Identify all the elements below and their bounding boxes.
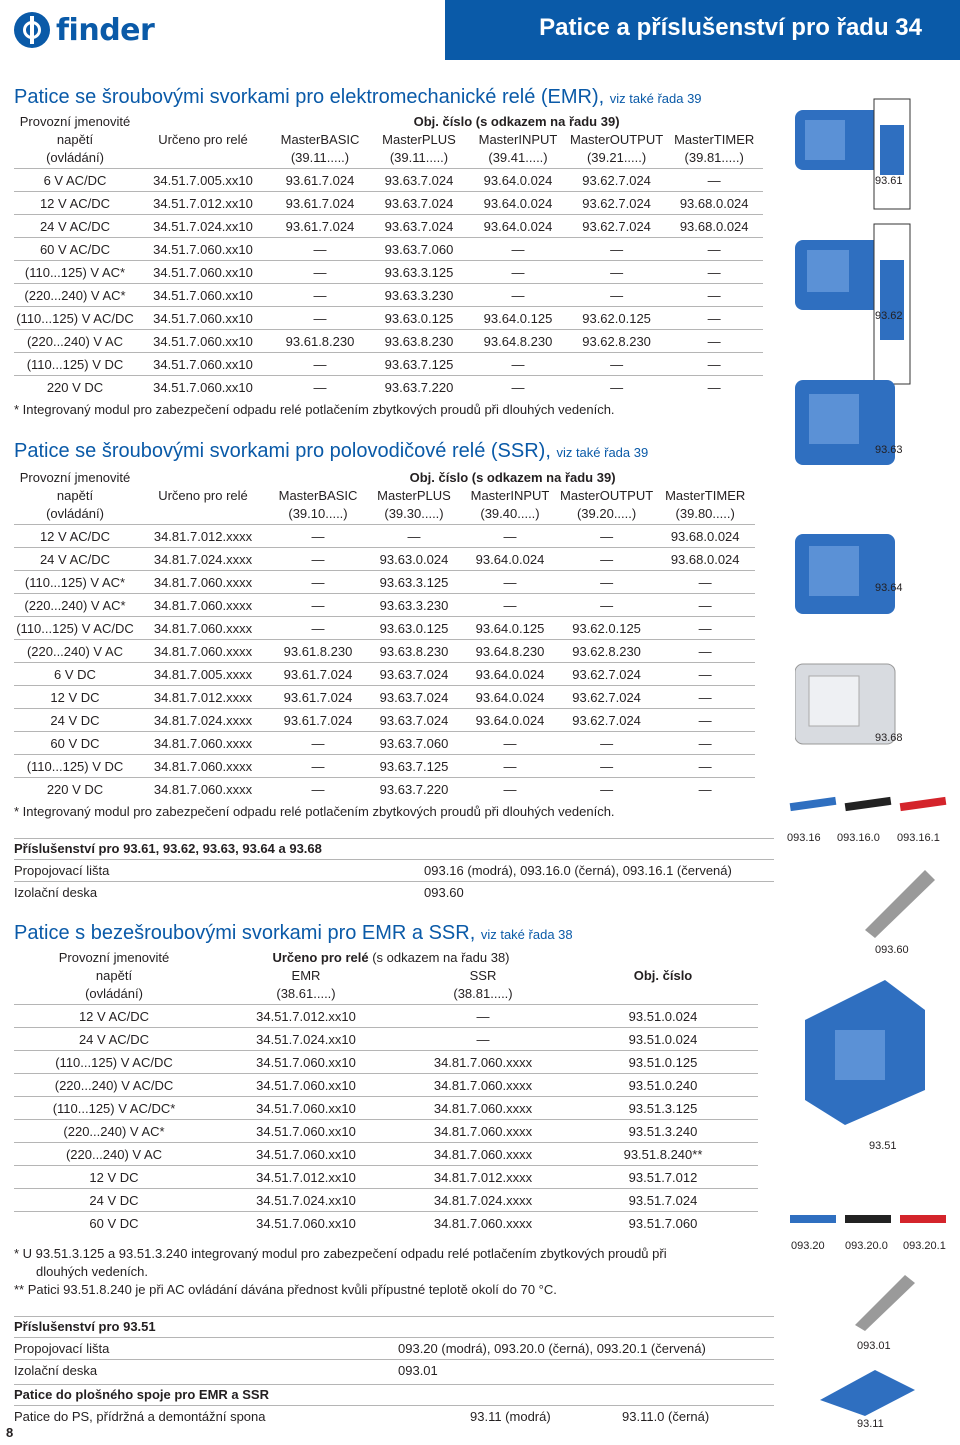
code-cell: 93.63.7.060 [366,732,462,755]
code-cell: 93.68.0.024 [665,192,763,215]
code-cell: 93.64.0.024 [462,663,558,686]
code-cell: — [270,307,370,330]
code-cell: 93.64.8.230 [462,640,558,663]
code-cell: — [270,571,366,594]
table-row [14,192,763,215]
code-cell: 93.63.7.024 [366,709,462,732]
code-cell: — [270,732,366,755]
code-cell: — [665,330,763,353]
code-cell: 34.81.7.060.xxxx [398,1074,568,1097]
code-cell: 93.51.0.024 [568,1005,758,1028]
code-cell: — [270,238,370,261]
code-cell: 93.61.8.230 [270,330,370,353]
page-header [0,0,960,60]
code-cell: — [462,755,558,778]
voltage-cell: (110...125) V AC/DC [14,617,136,640]
code-cell: 34.51.7.024.xx10 [214,1189,398,1212]
code-cell: 93.63.0.024 [366,548,462,571]
code-cell: — [270,376,370,399]
insulating-plate-093-60-image [855,860,945,940]
code-cell: — [665,238,763,261]
code-cell: — [568,238,665,261]
code-cell: — [270,261,370,284]
code-cell: — [558,594,655,617]
code-cell: 34.81.7.012.xxxx [136,525,270,548]
code-cell: — [655,571,755,594]
label-093-16: 093.16 [787,832,821,844]
list-item: Patice do PS, přídržná a demontážní spona 93.11 (modrá) 93.11.0 (černá) [14,1405,774,1427]
voltage-cell: (110...125) V AC/DC [14,307,136,330]
code-cell: 93.61.7.024 [270,663,366,686]
table-row [14,571,755,594]
socket-93-51-image [795,960,945,1130]
label-93-63: 93.63 [875,444,903,456]
table-row [14,238,763,261]
code-cell: 93.64.0.125 [468,307,568,330]
label-93-61: 93.61 [875,175,903,187]
code-cell: 93.63.7.125 [370,353,468,376]
table-row [14,1166,758,1189]
code-cell: — [655,640,755,663]
code-cell: — [270,525,366,548]
code-cell: — [270,617,366,640]
code-cell: 93.62.7.024 [558,709,655,732]
voltage-cell: (220...240) V AC* [14,594,136,617]
table-row [14,1120,758,1143]
table-row [14,284,763,307]
code-cell: 93.64.8.230 [468,330,568,353]
label-093-20-0: 093.20.0 [845,1240,888,1252]
code-cell: — [665,376,763,399]
finder-logo [14,10,154,50]
code-cell: 34.81.7.060.xxxx [136,755,270,778]
code-cell: — [655,732,755,755]
voltage-cell: 12 V DC [14,1166,214,1189]
code-cell: 93.63.7.024 [370,192,468,215]
brand-name: finder [56,12,155,48]
code-cell: 93.51.0.125 [568,1051,758,1074]
table-row [14,1028,758,1051]
voltage-cell: 24 V AC/DC [14,1028,214,1051]
code-cell: 93.51.0.240 [568,1074,758,1097]
code-cell: 34.81.7.060.xxxx [398,1051,568,1074]
code-cell: — [462,778,558,801]
table-row [14,617,755,640]
code-cell: — [655,617,755,640]
code-cell: 93.62.7.024 [568,215,665,238]
code-cell: 93.63.7.024 [370,215,468,238]
voltage-cell: 60 V DC [14,1212,214,1235]
code-cell: — [558,548,655,571]
code-cell: — [655,686,755,709]
code-cell: 93.51.0.024 [568,1028,758,1051]
code-cell: 93.62.7.024 [568,169,665,192]
code-cell: 93.51.3.240 [568,1120,758,1143]
voltage-cell: 220 V DC [14,778,136,801]
code-cell: — [398,1005,568,1028]
code-cell: — [270,353,370,376]
code-cell: 34.51.7.060.xx10 [136,284,270,307]
code-cell: 93.62.8.230 [558,640,655,663]
code-cell: — [558,571,655,594]
code-cell: 93.68.0.024 [655,525,755,548]
code-cell: 34.81.7.060.xxxx [136,732,270,755]
voltage-cell: (220...240) V AC [14,640,136,663]
list-item: Propojovací lišta 093.20 (modrá), 093.20.0 (černá), 093.20.1 (červená) [14,1337,774,1359]
code-cell: — [558,755,655,778]
ssr-table: Provozní jmenovité Obj. číslo (s odkazem na řadu 39) napětí Určeno pro relé MasterBASIC MasterPLUS MasterINPUT MasterOUTPUT MasterTIMER (ovládání) (39.10.....) (39.30.....) (39.40.....) (39.20.....) (39.80.....) 12 V AC/DC 34.81.7.012.xxxx — — — — 93.68.0.024 24 V AC/DC 34.81.7.024.xxxx — 93.63.0.024 93.64.0.024 — 93.68.0.024 (110...125) V AC* 34.81.7.060.xxxx — 93.63.3.125 — — — (220...240) V AC* 34.81.7.060.xxxx — 93.63.3.230 — — — (110...125) V AC/DC 34.81.7.060.xxxx — 93.63.0.125 93.64.0.125 93.62.0.125 — (220...240) V AC 34.81.7.060.xxxx 93.61.8.230 93.63.8.230 93.64.8.230 93.62.8.230 — 6 V DC 34.81.7.005.xxxx 93.61.7.024 93.63.7.024 93.64.0.024 93.62.7.024 — 12 V DC 34.81.7.012.xxxx 93.61.7.024 93.63.7.024 93.64.0.024 93.62.7.024 — 24 V DC 34.81.7.024.xxxx 93.61.7.024 93.63.7.024 93.64.0.024 93.62.7.024 — 60 V DC 34.81.7.060.xxxx — 93.63.7.060 — — — (110...125) V DC 34.81.7.060.xxxx — 93.63.7.125 — — — 220 V DC 34.81.7.060.xxxx — 93.63.7.220 — — — [14,470,755,800]
code-cell: 34.81.7.060.xxxx [398,1143,568,1166]
voltage-cell: 24 V DC [14,709,136,732]
code-cell: — [270,284,370,307]
code-cell: 34.51.7.060.xx10 [136,261,270,284]
code-cell: — [462,732,558,755]
code-cell: 93.63.7.220 [370,376,468,399]
voltage-cell: (110...125) V AC/DC [14,1051,214,1074]
table-row [14,1074,758,1097]
table-row [14,1051,758,1074]
code-cell: — [665,307,763,330]
code-cell: 34.81.7.012.xxxx [398,1166,568,1189]
code-cell: 93.63.7.024 [366,663,462,686]
screwless-footnote-2: ** Patici 93.51.8.240 je při AC ovládání dávána přednost kvůli přípustné teplotě okolí do 70 °C. [14,1282,557,1297]
code-cell: 93.62.7.024 [558,686,655,709]
code-cell: 34.51.7.060.xx10 [214,1074,398,1097]
label-093-01: 093.01 [857,1340,891,1352]
label-93-11: 93.11 [857,1418,884,1430]
code-cell: 93.61.7.024 [270,169,370,192]
table-row [14,663,755,686]
code-cell: 34.51.7.060.xx10 [214,1051,398,1074]
code-cell: 34.51.7.012.xx10 [214,1005,398,1028]
list-item: Izolační deska 093.60 [14,881,774,903]
jumper-bars-093-16-image [785,790,960,830]
code-cell: — [468,376,568,399]
code-cell: — [558,732,655,755]
code-cell: 93.51.3.125 [568,1097,758,1120]
code-cell: — [665,169,763,192]
code-cell: — [558,778,655,801]
code-cell: 93.62.0.125 [568,307,665,330]
label-093-16-1: 093.16.1 [897,832,940,844]
pcb-sockets: Patice do plošného spoje pro EMR a SSR Patice do PS, přídržná a demontážní spona 93.11 (modrá) 93.11.0 (černá) [14,1384,774,1427]
socket-93-64-image [795,520,905,630]
voltage-cell: 12 V DC [14,686,136,709]
voltage-cell: 24 V AC/DC [14,215,136,238]
code-cell: — [462,525,558,548]
code-cell: 34.51.7.005.xx10 [136,169,270,192]
code-cell: — [270,755,366,778]
screwless-section-title: Patice s bezešroubovými svorkami pro EMR a SSR, viz také řada 38 [14,922,573,944]
code-cell: — [655,594,755,617]
code-cell: 93.68.0.024 [665,215,763,238]
code-cell: 93.63.8.230 [370,330,468,353]
page-number: 8 [6,1425,14,1440]
table-row [14,1005,758,1028]
voltage-cell: (220...240) V AC* [14,284,136,307]
voltage-cell: (220...240) V AC/DC [14,1074,214,1097]
code-cell: 93.61.7.024 [270,709,366,732]
voltage-cell: (110...125) V DC [14,755,136,778]
code-cell: 34.81.7.024.xxxx [136,709,270,732]
label-093-16-0: 093.16.0 [837,832,880,844]
code-cell: — [462,594,558,617]
voltage-cell: 12 V AC/DC [14,1005,214,1028]
ssr-footnote: * Integrovaný modul pro zabezpečení odpadu relé potlačením zbytkových proudů při dlouhých vedeních. [14,804,615,819]
code-cell: 93.64.0.024 [468,215,568,238]
code-cell: 93.63.3.230 [370,284,468,307]
insulating-plate-093-01-image [845,1265,925,1335]
code-cell: — [665,353,763,376]
table-row [14,261,763,284]
voltage-cell: 6 V DC [14,663,136,686]
code-cell: — [270,778,366,801]
code-cell: 93.63.3.125 [366,571,462,594]
voltage-cell: 24 V AC/DC [14,548,136,571]
voltage-cell: 24 V DC [14,1189,214,1212]
code-cell: 34.81.7.060.xxxx [136,640,270,663]
accessories-93-51: Příslušenství pro 93.51 Propojovací lišta 093.20 (modrá), 093.20.0 (černá), 093.20.1 (červená) Izolační deska 093.01 [14,1316,774,1381]
emr-table: Provozní jmenovité Obj. číslo (s odkazem na řadu 39) napětí Určeno pro relé MasterBASIC MasterPLUS MasterINPUT MasterOUTPUT MasterTIMER (ovládání) (39.11.....) (39.11.....) (39.41.....) (39.21.....) (39.81.....) 6 V AC/DC 34.51.7.005.xx10 93.61.7.024 93.63.7.024 93.64.0.024 93.62.7.024 — 12 V AC/DC 34.51.7.012.xx10 93.61.7.024 93.63.7.024 93.64.0.024 93.62.7.024 93.68.0.024 24 V AC/DC 34.51.7.024.xx10 93.61.7.024 93.63.7.024 93.64.0.024 93.62.7.024 93.68.0.024 60 V AC/DC 34.51.7.060.xx10 — 93.63.7.060 — — — (110...125) V AC* 34.51.7.060.xx10 — 93.63.3.125 — — — (220...240) V AC* 34.51.7.060.xx10 — 93.63.3.230 — — — (110...125) V AC/DC 34.51.7.060.xx10 — 93.63.0.125 93.64.0.125 93.62.0.125 — (220...240) V AC 34.51.7.060.xx10 93.61.8.230 93.63.8.230 93.64.8.230 93.62.8.230 — (110...125) V DC 34.51.7.060.xx10 — 93.63.7.125 — — — 220 V DC 34.51.7.060.xx10 — 93.63.7.220 — — — [14,114,763,398]
code-cell: 93.51.7.012 [568,1166,758,1189]
code-cell: — [655,663,755,686]
title-bar [445,0,960,60]
code-cell: — [655,709,755,732]
code-cell: 34.51.7.060.xx10 [214,1097,398,1120]
code-cell: 93.63.7.060 [370,238,468,261]
label-093-20-1: 093.20.1 [903,1240,946,1252]
code-cell: 34.81.7.024.xxxx [398,1189,568,1212]
code-cell: 34.81.7.060.xxxx [136,594,270,617]
code-cell: 93.63.7.220 [366,778,462,801]
table-row [14,330,763,353]
voltage-cell: (110...125) V AC* [14,261,136,284]
table-row [14,353,763,376]
code-cell: 93.64.0.024 [468,169,568,192]
code-cell: 93.61.7.024 [270,215,370,238]
voltage-cell: 220 V DC [14,376,136,399]
code-cell: 34.81.7.024.xxxx [136,548,270,571]
code-cell: — [558,525,655,548]
finder-logo-icon [14,12,50,48]
code-cell: — [468,284,568,307]
voltage-cell: 12 V AC/DC [14,525,136,548]
code-cell: 93.63.0.125 [370,307,468,330]
label-093-60: 093.60 [875,944,909,956]
code-cell: 93.63.7.125 [366,755,462,778]
code-cell: 93.63.7.024 [366,686,462,709]
code-cell: — [462,571,558,594]
code-cell: 34.51.7.060.xx10 [136,307,270,330]
code-cell: 34.81.7.012.xxxx [136,686,270,709]
screwless-table: Provozní jmenovité Určeno pro relé (s odkazem na řadu 38) napětí EMR SSR Obj. číslo (ovládání) (38.61.....) (38.81.....) 12 V AC/DC 34.51.7.012.xx10 — 93.51.0.024 24 V AC/DC 34.51.7.024.xx10 — 93.51.0.024 (110...125) V AC/DC 34.51.7.060.xx10 34.81.7.060.xxxx 93.51.0.125 (220...240) V AC/DC 34.51.7.060.xx10 34.81.7.060.xxxx 93.51.0.240 (110...125) V AC/DC* 34.51.7.060.xx10 34.81.7.060.xxxx 93.51.3.125 (220...240) V AC* 34.51.7.060.xx10 34.81.7.060.xxxx 93.51.3.240 (220...240) V AC 34.51.7.060.xx10 34.81.7.060.xxxx 93.51.8.240** 12 V DC 34.51.7.012.xx10 34.81.7.012.xxxx 93.51.7.012 24 V DC 34.51.7.024.xx10 34.81.7.024.xxxx 93.51.7.024 60 V DC 34.51.7.060.xx10 34.81.7.060.xxxx 93.51.7.060 [14,950,758,1234]
code-cell: — [655,755,755,778]
code-cell: 34.51.7.012.xx10 [214,1166,398,1189]
code-cell: — [398,1028,568,1051]
label-93-51: 93.51 [869,1140,897,1152]
emr-footnote: * Integrovaný modul pro zabezpečení odpadu relé potlačením zbytkových proudů při dlouhých vedeních. [14,402,615,417]
code-cell: 34.51.7.060.xx10 [136,330,270,353]
code-cell: — [468,238,568,261]
code-cell: — [568,376,665,399]
code-cell: 93.51.7.060 [568,1212,758,1235]
table-row [14,709,755,732]
code-cell: 34.81.7.005.xxxx [136,663,270,686]
product-images [775,60,960,1445]
code-cell: 93.61.7.024 [270,192,370,215]
code-cell: — [366,525,462,548]
table-row [14,686,755,709]
table-row [14,215,763,238]
code-cell: — [468,261,568,284]
table-row [14,307,763,330]
socket-93-63-image [795,360,905,480]
table-row [14,1212,758,1235]
pcb-socket-93-11-image [815,1360,925,1420]
code-cell: — [655,778,755,801]
code-cell: 93.62.0.125 [558,617,655,640]
code-cell: 34.81.7.060.xxxx [398,1097,568,1120]
label-93-64: 93.64 [875,582,903,594]
label-93-62: 93.62 [875,310,903,322]
code-cell: — [468,353,568,376]
code-cell: 34.51.7.060.xx10 [214,1143,398,1166]
table-row [14,548,755,571]
code-cell: 34.51.7.060.xx10 [136,353,270,376]
code-cell: 34.81.7.060.xxxx [398,1212,568,1235]
table-row [14,1097,758,1120]
code-cell: 93.63.3.125 [370,261,468,284]
table-row [14,376,763,399]
jumper-bars-093-20-image [785,1205,960,1235]
voltage-cell: 12 V AC/DC [14,192,136,215]
ssr-section-title: Patice se šroubovými svorkami pro polovodičové relé (SSR), viz také řada 39 [14,440,649,462]
code-cell: 34.51.7.060.xx10 [136,376,270,399]
table-row [14,1143,758,1166]
label-93-68: 93.68 [875,732,903,744]
code-cell: 93.63.3.230 [366,594,462,617]
code-cell: 93.61.8.230 [270,640,366,663]
code-cell: — [270,548,366,571]
code-cell: 93.51.8.240** [568,1143,758,1166]
accessories-93-6x: Příslušenství pro 93.61, 93.62, 93.63, 93.64 a 93.68 Propojovací lišta 093.16 (modrá), 093.16.0 (černá), 093.16.1 (červená) Izolační deska 093.60 [14,838,774,903]
code-cell: 93.64.0.024 [468,192,568,215]
emr-section-title: Patice se šroubovými svorkami pro elektromechanické relé (EMR), viz také řada 39 [14,86,702,108]
code-cell: 34.51.7.012.xx10 [136,192,270,215]
voltage-cell: (110...125) V DC [14,353,136,376]
page-title: Patice a příslušenství pro řadu 34 [539,14,922,41]
socket-93-61-side-image [870,95,920,215]
code-cell: 93.63.7.024 [370,169,468,192]
table-row [14,169,763,192]
code-cell: 34.51.7.060.xx10 [214,1212,398,1235]
voltage-cell: (110...125) V AC* [14,571,136,594]
screwless-footnote-1: * U 93.51.3.125 a 93.51.3.240 integrovaný modul pro zabezpečení odpadu relé potlačením zbytkových proudů při [14,1246,667,1261]
code-cell: 93.51.7.024 [568,1189,758,1212]
code-cell: 93.64.0.024 [462,709,558,732]
code-cell: — [665,284,763,307]
voltage-cell: 60 V AC/DC [14,238,136,261]
code-cell: 34.51.7.024.xx10 [214,1028,398,1051]
table-row [14,755,755,778]
code-cell: 93.64.0.125 [462,617,558,640]
table-row [14,525,755,548]
code-cell: 93.62.8.230 [568,330,665,353]
voltage-cell: (220...240) V AC [14,1143,214,1166]
voltage-cell: 60 V DC [14,732,136,755]
code-cell: 93.68.0.024 [655,548,755,571]
voltage-cell: 6 V AC/DC [14,169,136,192]
code-cell: 93.63.8.230 [366,640,462,663]
code-cell: 93.62.7.024 [568,192,665,215]
table-row [14,1189,758,1212]
table-row [14,778,755,801]
table-row [14,640,755,663]
code-cell: 34.81.7.060.xxxx [136,617,270,640]
label-093-20: 093.20 [791,1240,825,1252]
code-cell: 93.62.7.024 [558,663,655,686]
code-cell: — [270,594,366,617]
voltage-cell: (220...240) V AC [14,330,136,353]
code-cell: 34.81.7.060.xxxx [136,778,270,801]
code-cell: — [568,261,665,284]
code-cell: — [568,284,665,307]
list-item: Izolační deska 093.01 [14,1359,774,1381]
code-cell: 34.51.7.060.xx10 [136,238,270,261]
code-cell: 93.64.0.024 [462,548,558,571]
code-cell: 93.61.7.024 [270,686,366,709]
code-cell: 34.81.7.060.xxxx [136,571,270,594]
code-cell: — [665,261,763,284]
code-cell: 93.63.0.125 [366,617,462,640]
code-cell: 93.64.0.024 [462,686,558,709]
code-cell: 34.81.7.060.xxxx [398,1120,568,1143]
code-cell: — [568,353,665,376]
list-item: Propojovací lišta 093.16 (modrá), 093.16.0 (černá), 093.16.1 (červená) [14,859,774,881]
table-row [14,732,755,755]
code-cell: 34.51.7.024.xx10 [136,215,270,238]
code-cell: 34.51.7.060.xx10 [214,1120,398,1143]
table-row [14,594,755,617]
voltage-cell: (220...240) V AC* [14,1120,214,1143]
voltage-cell: (110...125) V AC/DC* [14,1097,214,1120]
